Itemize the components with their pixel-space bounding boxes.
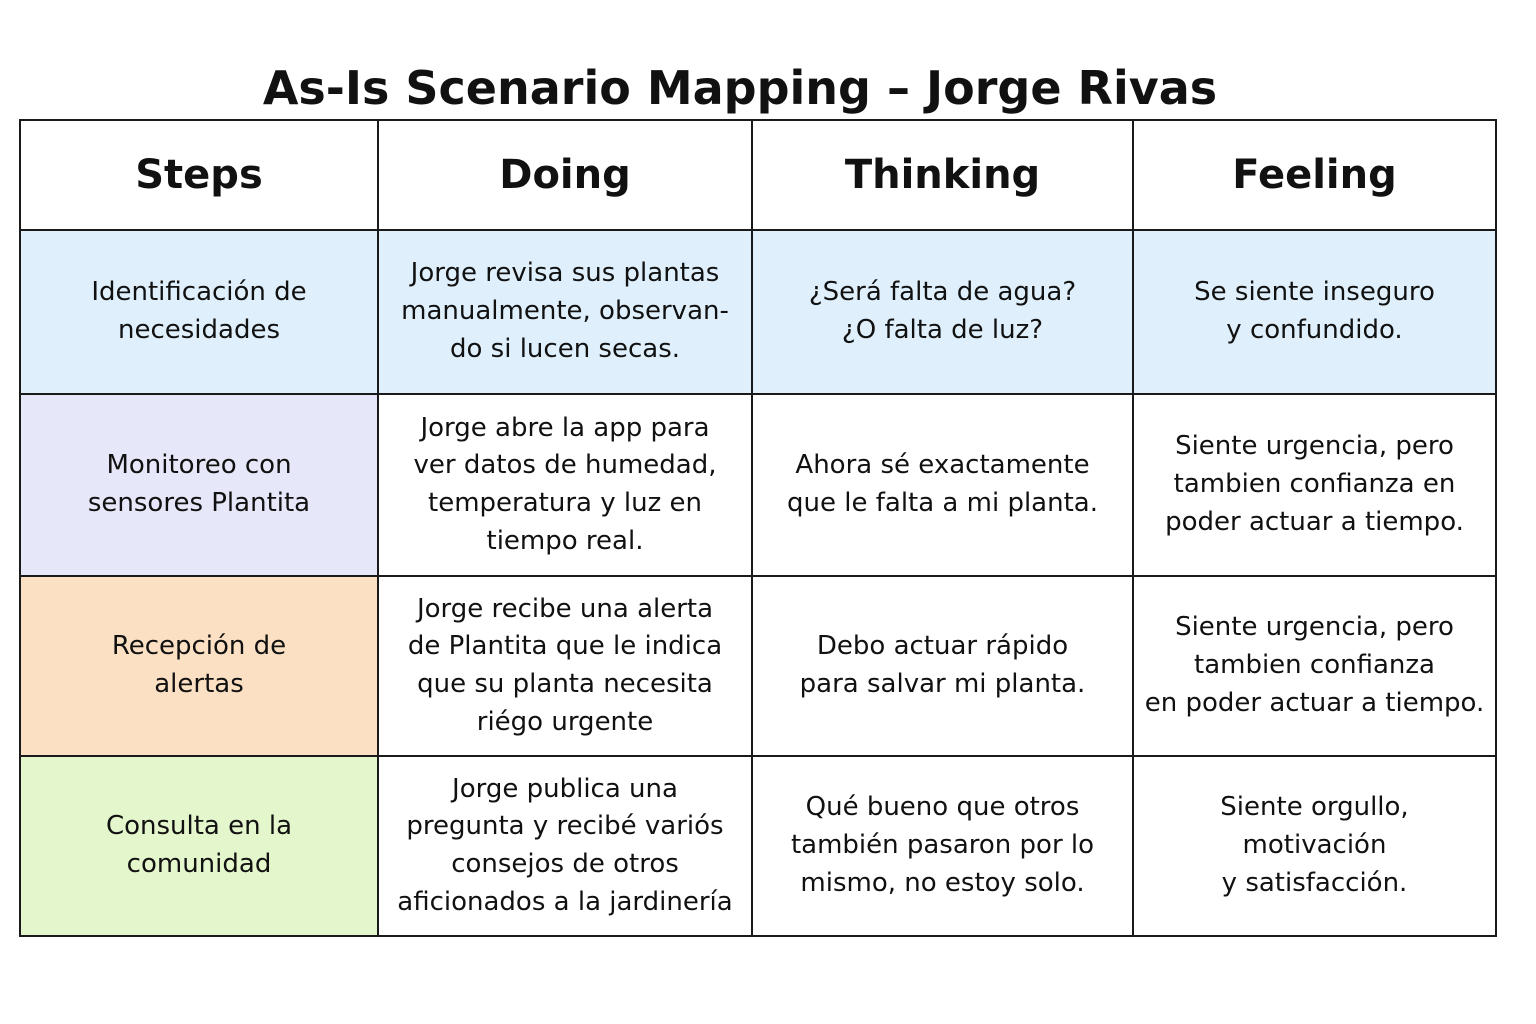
table-row [20,576,1496,756]
thinking-cell: ¿Será falta de agua? ¿O falta de luz? [752,230,1133,394]
feeling-cell: Siente urgencia, pero tambien confianza en poder actuar a tiempo. [1133,394,1496,576]
feeling-cell: Siente orgullo, motivación y satisfacción. [1133,756,1496,936]
header-thinking: Thinking [752,120,1133,230]
step-cell: Identificación de necesidades [20,230,378,394]
table-row [20,230,1496,394]
header-row [20,120,1496,230]
feeling-cell: Se siente inseguro y confundido. [1133,230,1496,394]
table-row [20,756,1496,936]
doing-cell: Jorge abre la app para ver datos de humedad, temperatura y luz en tiempo real. [378,394,752,576]
step-cell: Recepción de alertas [20,576,378,756]
header-doing: Doing [378,120,752,230]
header-feeling: Feeling [1133,120,1496,230]
page-title: As-Is Scenario Mapping – Jorge Rivas [262,60,1218,115]
step-cell: Consulta en la comunidad [20,756,378,936]
thinking-cell: Ahora sé exactamente que le falta a mi planta. [752,394,1133,576]
scenario-table [19,119,1497,937]
thinking-cell: Debo actuar rápido para salvar mi planta. [752,576,1133,756]
doing-cell: Jorge publica una pregunta y recibé variós consejos de otros aficionados a la jardinería [378,756,752,936]
feeling-cell: Siente urgencia, pero tambien confianza en poder actuar a tiempo. [1133,576,1496,756]
thinking-cell: Qué bueno que otros también pasaron por lo mismo, no estoy solo. [752,756,1133,936]
doing-cell: Jorge recibe una alerta de Plantita que le indica que su planta necesita riégo urgente [378,576,752,756]
doing-cell: Jorge revisa sus plantas manualmente, observan- do si lucen secas. [378,230,752,394]
step-cell: Monitoreo con sensores Plantita [20,394,378,576]
table-row [20,394,1496,576]
header-steps: Steps [20,120,378,230]
